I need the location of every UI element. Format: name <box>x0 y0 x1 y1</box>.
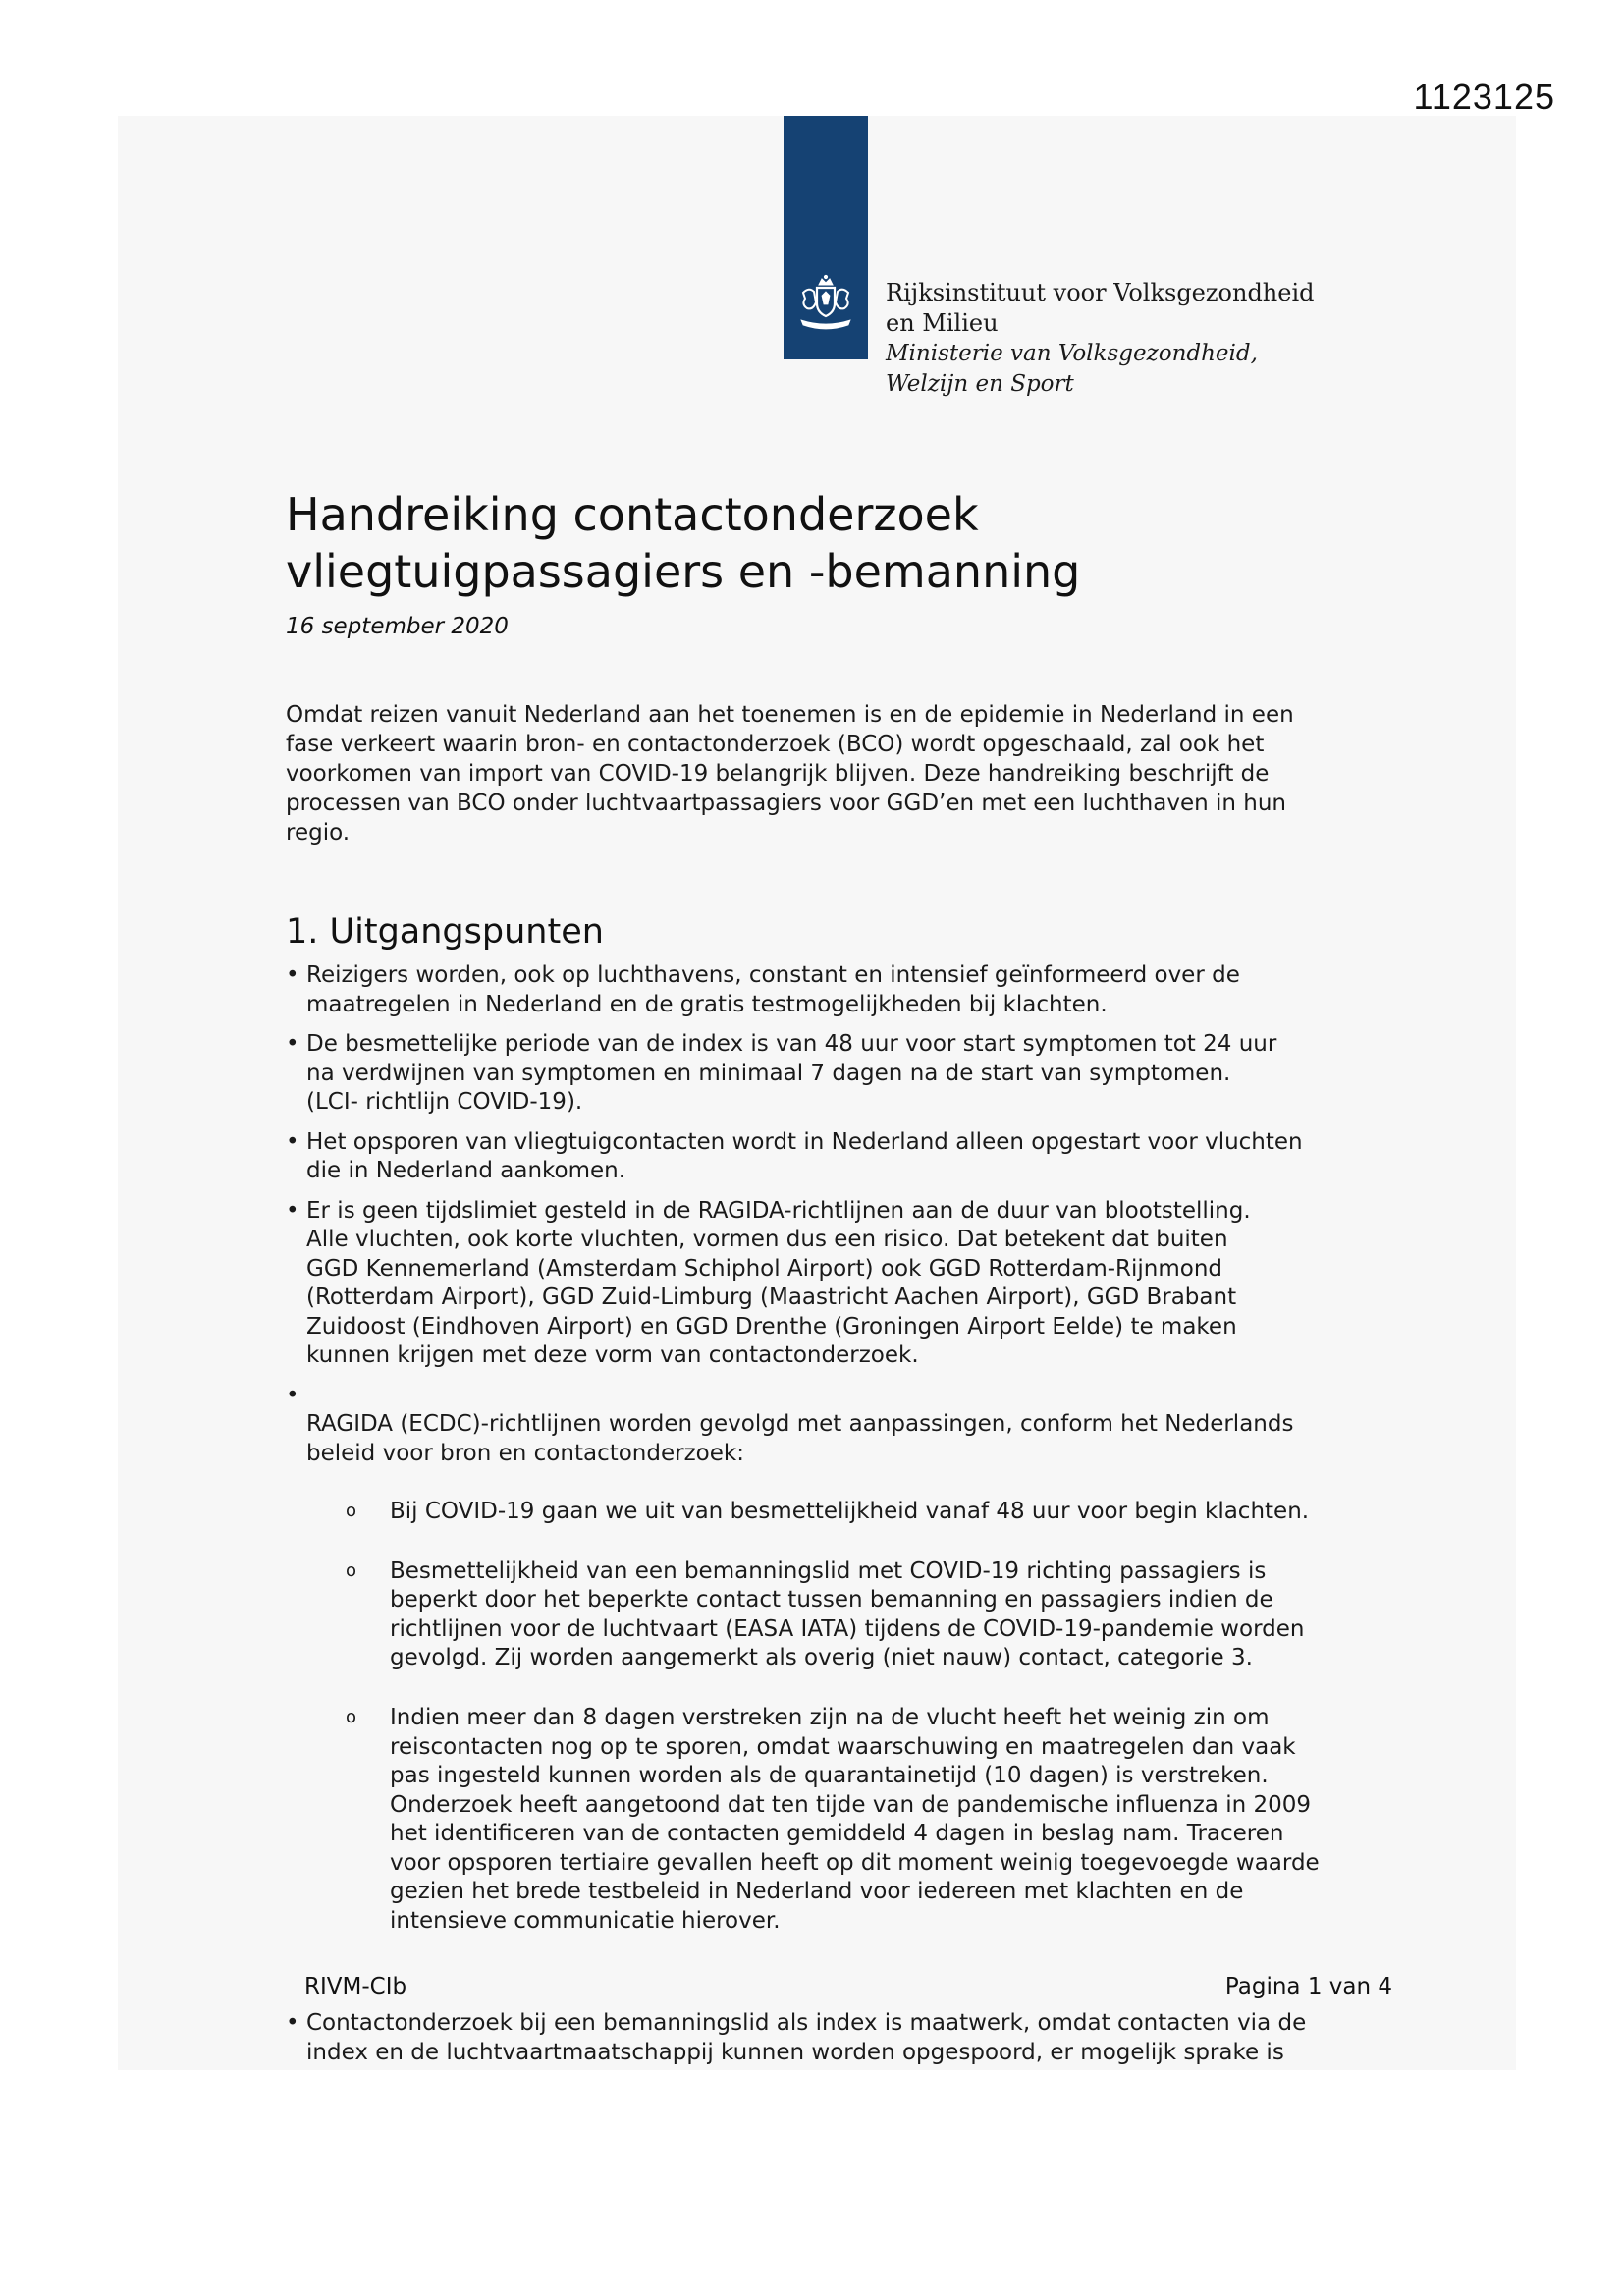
coat-of-arms-icon <box>789 271 862 344</box>
list-item: • Reizigers worden, ook op luchthavens, constant en intensief geïnformeerd over de maatregelen in Nederland en de gratis testmogelijkheden bij klachten. <box>286 961 1361 1019</box>
list-item: • Het opsporen van vliegtuigcontacten wordt in Nederland alleen opgestart voor vluchten die in Nederland aankomen. <box>286 1128 1361 1186</box>
title-line-1: Handreiking contactonderzoek <box>286 488 979 541</box>
document-title <box>286 486 1361 600</box>
document-date: 16 september 2020 <box>286 614 509 639</box>
bullet-list <box>286 961 1361 2067</box>
org-line-3: Ministerie van Volksgezondheid, <box>886 341 1258 366</box>
title-line-2: vliegtuigpassagiers en -bemanning <box>286 545 1081 598</box>
organisation-name <box>886 278 1315 400</box>
list-item: • Er is geen tijdslimiet gesteld in de RAGIDA-richtlijnen aan de duur van blootstelling. Alle vluchten, ook korte vluchten, vormen dus een risico. Dat betekent dat buiten GGD Kennemerland (Amsterdam Schiphol Airport) ook GGD Rotterdam-Rijnmond (Rotterdam Airport), GGD Zuid-Limburg (Maastricht Aachen Airport), GGD Brabant Zuidoost (Eindhoven Airport) en GGD Drenthe (Groningen Airport Eelde) te maken kunnen krijgen met deze vorm van contactonderzoek. <box>286 1197 1361 1371</box>
org-line-4: Welzijn en Sport <box>886 371 1074 397</box>
rijksoverheid-logo-bar <box>784 116 868 359</box>
org-line-2: en Milieu <box>886 309 999 337</box>
footer-page-number: Pagina 1 van 4 <box>1224 1974 1392 1999</box>
list-item-with-subitems <box>286 1382 1361 1996</box>
sub-bullet-list <box>306 1468 1361 1967</box>
document-number: 1123125 <box>1413 77 1555 117</box>
list-item: • Contactonderzoek bij een bemanningslid als index is maatwerk, omdat contacten via de index en de luchtvaartmaatschappij kunnen worden opgespoord, er mogelijk sprake is <box>286 2009 1361 2067</box>
section-heading: 1. Uitgangspunten <box>286 912 604 952</box>
sub-list-item: o Besmettelijkheid van een bemanningslid met COVID-19 richting passagiers is beperkt door het beperkte contact tussen bemanning en passagiers indien de richtlijnen voor de luchtvaart (EASA IATA) tijdens de COVID-19-pandemie worden gevolgd. Zij worden aangemerkt als overig (niet nauw) contact, categorie 3. <box>346 1558 1361 1673</box>
footer-department: RIVM-CIb <box>304 1974 407 1999</box>
list-item-text: RAGIDA (ECDC)-richtlijnen worden gevolgd met aanpassingen, conform het Nederlands beleid voor bron en contactonderzoek: <box>306 1411 1294 1466</box>
document-body <box>286 486 1361 2078</box>
list-item: • De besmettelijke periode van de index is van 48 uur voor start symptomen tot 24 uur na verdwijnen van symptomen en minimaal 7 dagen na de start van symptomen. (LCI- richtlijn COVID-19). <box>286 1030 1361 1118</box>
sub-list-item: o Bij COVID-19 gaan we uit van besmettelijkheid vanaf 48 uur voor begin klachten. <box>346 1498 1361 1527</box>
sub-list-item: o Indien meer dan 8 dagen verstreken zijn na de vlucht heeft het weinig zin om reiscontacten nog op te sporen, omdat waarschuwing en maatregelen dan vaak pas ingesteld kunnen worden als de quarantainetijd (10 dagen) is verstreken. Onderzoek heeft aangetoond dat ten tijde van de pandemische influenza in 2009 het identificeren van de contacten gemiddeld 4 dagen in beslag nam. Traceren voor opsporen tertiaire gevallen heeft op dit moment weinig toegevoegde waarde gezien het brede testbeleid in Nederland voor iedereen met klachten en de intensieve communicatie hierover. <box>346 1704 1361 1936</box>
org-line-1: Rijksinstituut voor Volksgezondheid <box>886 279 1315 306</box>
intro-paragraph: Omdat reizen vanuit Nederland aan het toenemen is en de epidemie in Nederland in een fase verkeert waarin bron- en contactonderzoek (BCO) wordt opgeschaald, zal ook het voorkomen van import van COVID-19 belangrijk blijven. Deze handreiking beschrijft de processen van BCO onder luchtvaartpassagiers voor GGD’en met een luchthaven in hun regio. <box>286 702 1294 846</box>
